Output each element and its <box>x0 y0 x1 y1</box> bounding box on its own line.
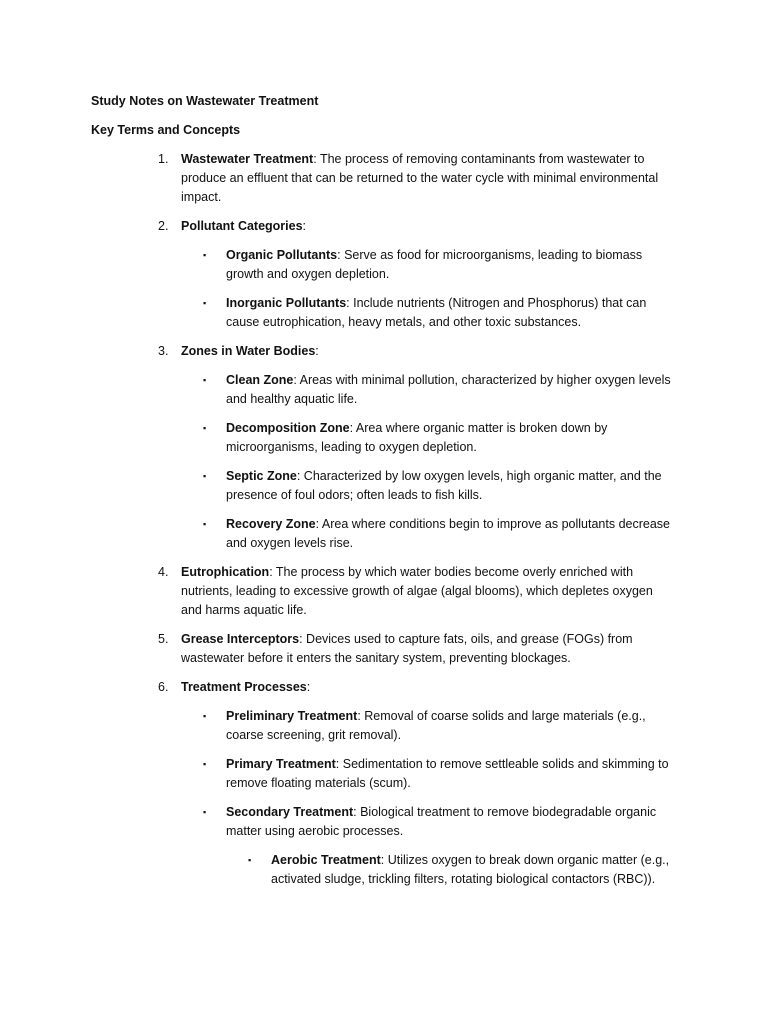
item-term: Wastewater Treatment <box>181 152 314 166</box>
bullet-marker: ▪ <box>203 519 207 529</box>
item-term: Eutrophication <box>181 565 270 579</box>
item-description: : Areas with minimal pollution, characterized by higher oxygen levels and healthy aquatic life. <box>226 373 671 406</box>
item-term: Decomposition Zone <box>226 421 350 435</box>
item-term: Recovery Zone <box>226 517 316 531</box>
item-term: Septic Zone <box>226 469 297 483</box>
sub-list <box>0 851 676 889</box>
numbered-item <box>0 630 675 668</box>
section-heading: Key Terms and Concepts <box>91 123 241 137</box>
item-term: Treatment Processes <box>181 680 307 694</box>
list-item <box>0 515 676 553</box>
item-description: : The process of removing contaminants from wastewater to produce an effluent that can be returned to the water cycle with minimal environmental impact. <box>181 152 659 204</box>
list-item <box>0 707 676 745</box>
item-term: Clean Zone <box>226 373 294 387</box>
item-description: : Devices used to capture fats, oils, and grease (FOGs) from wastewater before it enters the sanitary system, preventing blockages. <box>181 632 633 665</box>
item-term: Grease Interceptors <box>181 632 300 646</box>
bullet-marker: ▪ <box>203 250 207 260</box>
list-item <box>0 371 676 409</box>
item-term: Secondary Treatment <box>226 805 354 819</box>
item-term: Preliminary Treatment <box>226 709 358 723</box>
list-item <box>0 467 676 505</box>
item-number: 4. <box>158 565 169 579</box>
item-number: 1. <box>158 152 169 166</box>
item-term: Organic Pollutants <box>226 248 338 262</box>
bullet-marker: ▪ <box>203 471 207 481</box>
numbered-item <box>0 150 675 207</box>
sub-list <box>0 371 675 553</box>
item-description: : Biological treatment to remove biodegradable organic matter using aerobic processes. <box>226 805 657 838</box>
document-title: Study Notes on Wastewater Treatment <box>91 94 319 108</box>
item-description: : <box>302 219 307 233</box>
item-number: 3. <box>158 344 169 358</box>
item-description: : <box>315 344 319 358</box>
list-item <box>0 246 676 284</box>
bullet-marker: ▪ <box>203 298 207 308</box>
numbered-item <box>0 678 675 889</box>
item-term: Zones in Water Bodies <box>181 344 316 358</box>
item-term: Pollutant Categories <box>181 219 303 233</box>
item-term: Aerobic Treatment <box>271 853 381 867</box>
item-description: : Area where conditions begin to improve as pollutants decrease and oxygen levels rise. <box>226 517 671 550</box>
list-item <box>0 755 676 793</box>
bullet-marker: ▪ <box>203 807 207 817</box>
bullet-marker: ▪ <box>248 855 252 865</box>
item-description: : Utilizes oxygen to break down organic matter (e.g., activated sludge, trickling filters, rotating biological contactors (RBC)). <box>271 853 670 886</box>
item-description: : Characterized by low oxygen levels, high organic matter, and the presence of foul odors; often leads to fish kills. <box>226 469 662 502</box>
item-term: Primary Treatment <box>226 757 336 771</box>
item-description: : Removal of coarse solids and large materials (e.g., coarse screening, grit removal). <box>226 709 646 742</box>
bullet-marker: ▪ <box>203 711 207 721</box>
bullet-marker: ▪ <box>203 759 207 769</box>
item-description: : <box>306 680 311 694</box>
item-description: : Sedimentation to remove settleable solids and skimming to remove floating materials (scum). <box>226 757 669 790</box>
bullet-marker: ▪ <box>203 423 207 433</box>
numbered-item <box>0 563 675 620</box>
key-terms-list <box>0 150 768 899</box>
item-description: : Area where organic matter is broken down by microorganisms, leading to oxygen depletion. <box>226 421 608 454</box>
list-item <box>0 419 676 457</box>
sub-list <box>0 707 675 889</box>
sub-list <box>0 246 675 332</box>
numbered-item <box>0 217 675 332</box>
item-description: : The process by which water bodies become overly enriched with nutrients, leading to excessive growth of algae (algal blooms), which depletes oxygen and harms aquatic life. <box>181 565 653 617</box>
numbered-item <box>0 342 675 553</box>
item-number: 5. <box>158 632 169 646</box>
item-number: 6. <box>158 680 169 694</box>
list-item <box>0 294 676 332</box>
list-item <box>0 851 676 889</box>
item-term: Inorganic Pollutants <box>226 296 347 310</box>
list-item <box>0 803 676 889</box>
item-description: : Serve as food for microorganisms, leading to biomass growth and oxygen depletion. <box>226 248 643 281</box>
item-number: 2. <box>158 219 169 233</box>
item-description: : Include nutrients (Nitrogen and Phosphorus) that can cause eutrophication, heavy metals, and other toxic substances. <box>226 296 647 329</box>
bullet-marker: ▪ <box>203 375 207 385</box>
